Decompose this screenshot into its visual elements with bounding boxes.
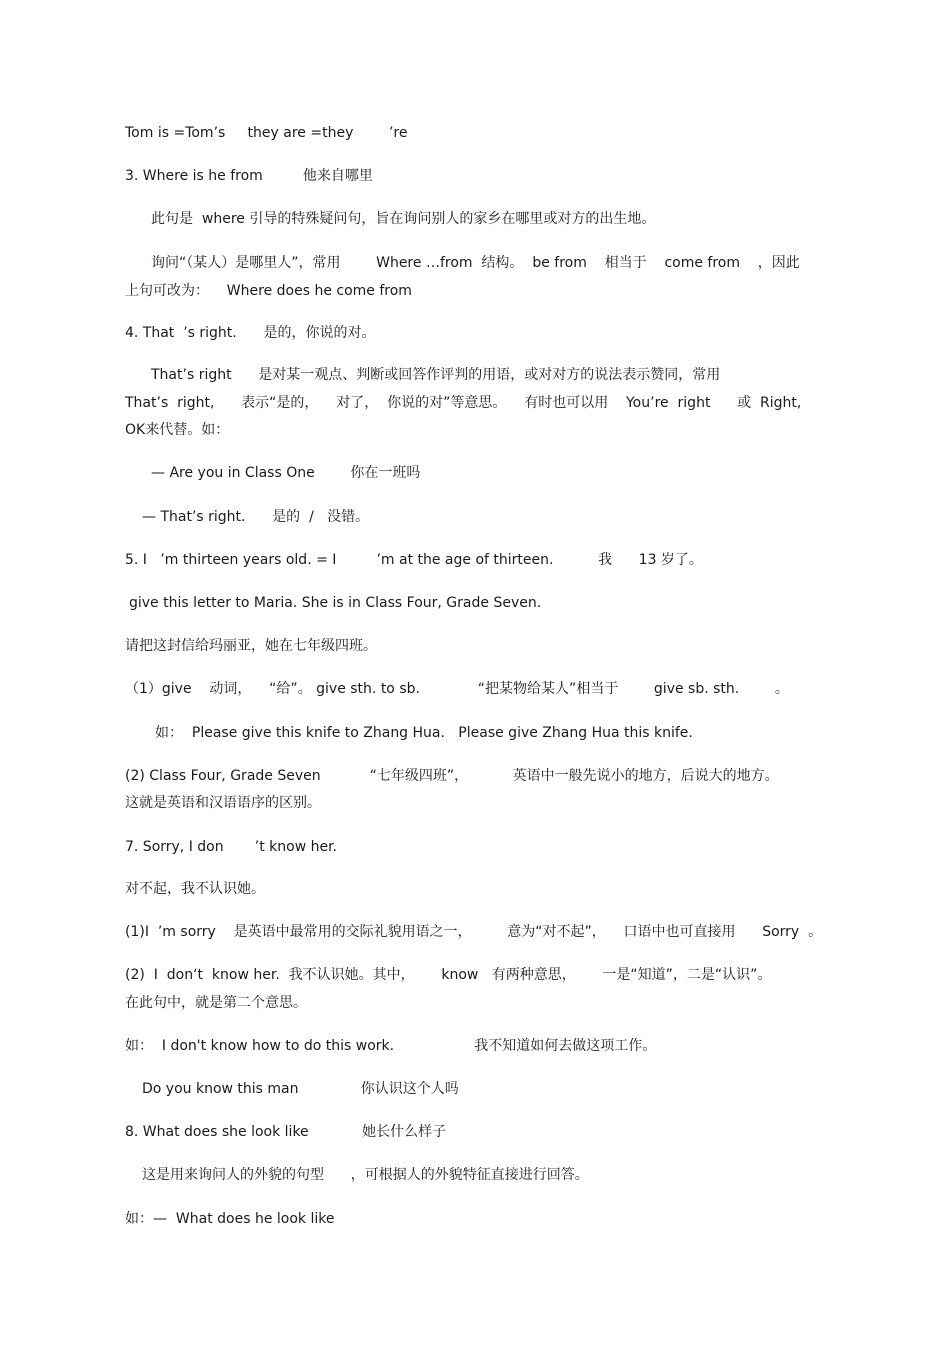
text-line-13: give this letter to Maria. She is in Class Four, Grade Seven.: [129, 595, 542, 611]
text-line-19: 7. Sorry, I don ’t know her.: [125, 839, 338, 855]
text-line-3: 此句是 where 引导的特殊疑问句，旨在询问别人的家乡在哪里或对方的出生地。: [151, 211, 656, 227]
text-line-24: 如： I don't know how to do this work. 我不知道如何去做这项工作。: [125, 1038, 657, 1054]
text-line-10: — Are you in Class One 你在一班吗: [151, 465, 421, 481]
text-line-12: 5. I ’m thirteen years old. = I ’m at the age of thirteen. 我 13 岁了。: [125, 552, 703, 568]
text-line-28: 如：— What does he look like: [125, 1211, 335, 1227]
text-line-1: Tom is =Tom’s they are =they ’re: [125, 125, 408, 141]
text-line-8: That’s right, 表示“是的， 对了， 你说的对”等意思。 有时也可以用 You’re right 或 Right,: [125, 395, 802, 411]
text-line-9: OK来代替。如：: [125, 422, 230, 438]
text-line-25: Do you know this man 你认识这个人吗: [142, 1081, 459, 1097]
text-line-7: That’s right 是对某一观点、判断或回答作评判的用语，或对对方的说法表示赞同，常用: [151, 367, 721, 383]
text-line-20: 对不起，我不认识她。: [125, 881, 265, 897]
text-line-22: (2) I don‘t know her. 我不认识她。其中， know 有两种意思， 一是“知道”，二是“认识”。: [125, 967, 772, 983]
text-line-11: — That’s right. 是的 / 没错。: [142, 509, 370, 525]
text-line-17: (2) Class Four, Grade Seven “七年级四班”， 英语中一般先说小的地方，后说大的地方。: [125, 768, 779, 784]
text-line-2: 3. Where is he from 他来自哪里: [125, 168, 373, 184]
text-line-26: 8. What does she look like 她长什么样子: [125, 1124, 447, 1140]
text-line-16: 如： Please give this knife to Zhang Hua. Please give Zhang Hua this knife.: [155, 725, 693, 741]
text-line-23: 在此句中，就是第二个意思。: [125, 995, 307, 1011]
text-line-14: 请把这封信给玛丽亚，她在七年级四班。: [125, 638, 377, 654]
text-line-27: 这是用来询问人的外貌的句型 ，可根据人的外貌特征直接进行回答。: [142, 1167, 589, 1183]
text-line-4: 询问“（某人）是哪里人”，常用 Where …from 结构。 be from 相当于 come from ，因此: [151, 255, 800, 271]
text-line-5: 上句可改为： Where does he come from: [125, 283, 412, 299]
text-line-18: 这就是英语和汉语语序的区别。: [125, 795, 321, 811]
text-line-6: 4. That ’s right. 是的，你说的对。: [125, 325, 376, 341]
text-line-15: （1）give 动词， “给”。 give sth. to sb. “把某物给某人”相当于 give sb. sth. 。: [125, 681, 789, 697]
text-line-21: (1)I ’m sorry 是英语中最常用的交际礼貌用语之一， 意为“对不起”， 口语中也可直接用 Sorry 。: [125, 924, 823, 940]
